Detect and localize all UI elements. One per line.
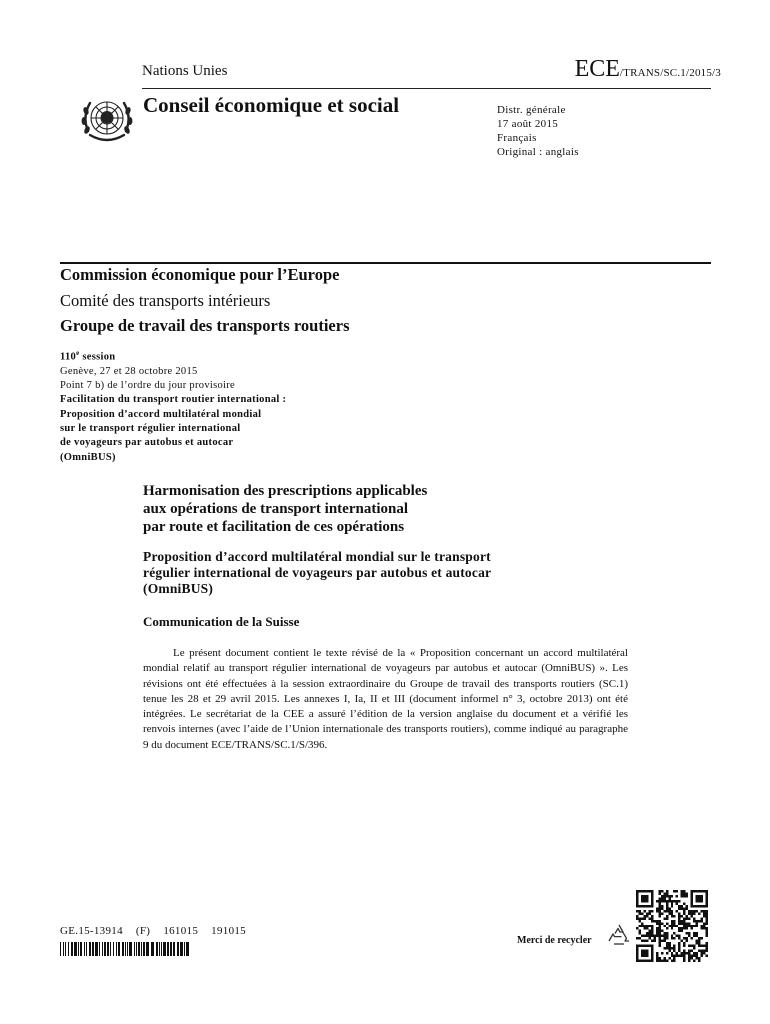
agenda-item-line: Facilitation du transport routier international : (60, 394, 287, 406)
session-info (60, 346, 286, 465)
recycle-icon (606, 922, 632, 948)
committee-heading: Comité des transports intérieurs (60, 291, 271, 310)
summary-paragraph: Le présent document contient le texte révisé de la « Proposition concernant un accord multilatéral mondial relatif au transport régulier international de voyageurs par autobus et autocar (OmniBUS) ». Les révisions ont été effectuées à la session extraordinaire du Groupe de travail des transports routiers (SC.1) tenue les 28 et 29 avril 2015. Les annexes I, Ia, II et III (document informel n° 3, octobre 2013) ont été intégrées. Le secrétariat de la CEE a assuré l’édition de la version anglaise du document et a vérifié les renvois internes (avec l’aide de l’Union internationale des transports routiers), comme indiqué au paragraphe 9 du document ECE/TRANS/SC.1/S/396. (143, 647, 628, 751)
session-number: 110e session (60, 349, 116, 363)
recycle-label: Merci de recycler (517, 935, 592, 946)
agenda-item-line: Proposition d’accord multilatéral mondial (60, 408, 262, 420)
un-emblem-icon (78, 91, 136, 149)
commission-heading: Commission économique pour l’Europe (60, 265, 340, 284)
agenda-item-line: de voyageurs par autobus et autocar (60, 437, 234, 449)
distr-line: 17 août 2015 (497, 118, 559, 130)
org-name: Nations Unies (142, 63, 228, 79)
qr-code-icon (636, 890, 708, 962)
distr-line: Original : anglais (497, 146, 579, 158)
section-rule (60, 262, 711, 264)
session-line: Point 7 b) de l’ordre du jour provisoire (60, 380, 236, 392)
distr-line: Français (497, 132, 537, 144)
agenda-item-line: (OmniBUS) (60, 451, 116, 463)
document-symbol (575, 56, 721, 83)
session-line: Genève, 27 et 28 octobre 2015 (60, 365, 198, 377)
agenda-item-line: sur le transport régulier international (60, 422, 241, 434)
document-title: Harmonisation des prescriptions applicables aux opérations de transport international par route et facilitation de ces opérations (143, 483, 428, 535)
communication-heading: Communication de la Suisse (143, 614, 300, 629)
symbol-main: ECE (574, 56, 620, 82)
distr-line: Distr. générale (497, 104, 566, 116)
working-party-heading: Groupe de travail des transports routiers (60, 316, 350, 335)
symbol-rest: /TRANS/SC.1/2015/3 (619, 67, 721, 79)
council-title: Conseil économique et social (143, 93, 400, 117)
document-subtitle: Proposition d’accord multilatéral mondial sur le transport régulier international de voyageurs par autobus et autocar (OmniBUS) (143, 549, 492, 596)
header-rule (142, 88, 711, 89)
document-job-number: GE.15-13914 (F) 161015 191015 (60, 925, 246, 937)
barcode-icon (60, 942, 190, 956)
distribution-info (497, 103, 579, 159)
